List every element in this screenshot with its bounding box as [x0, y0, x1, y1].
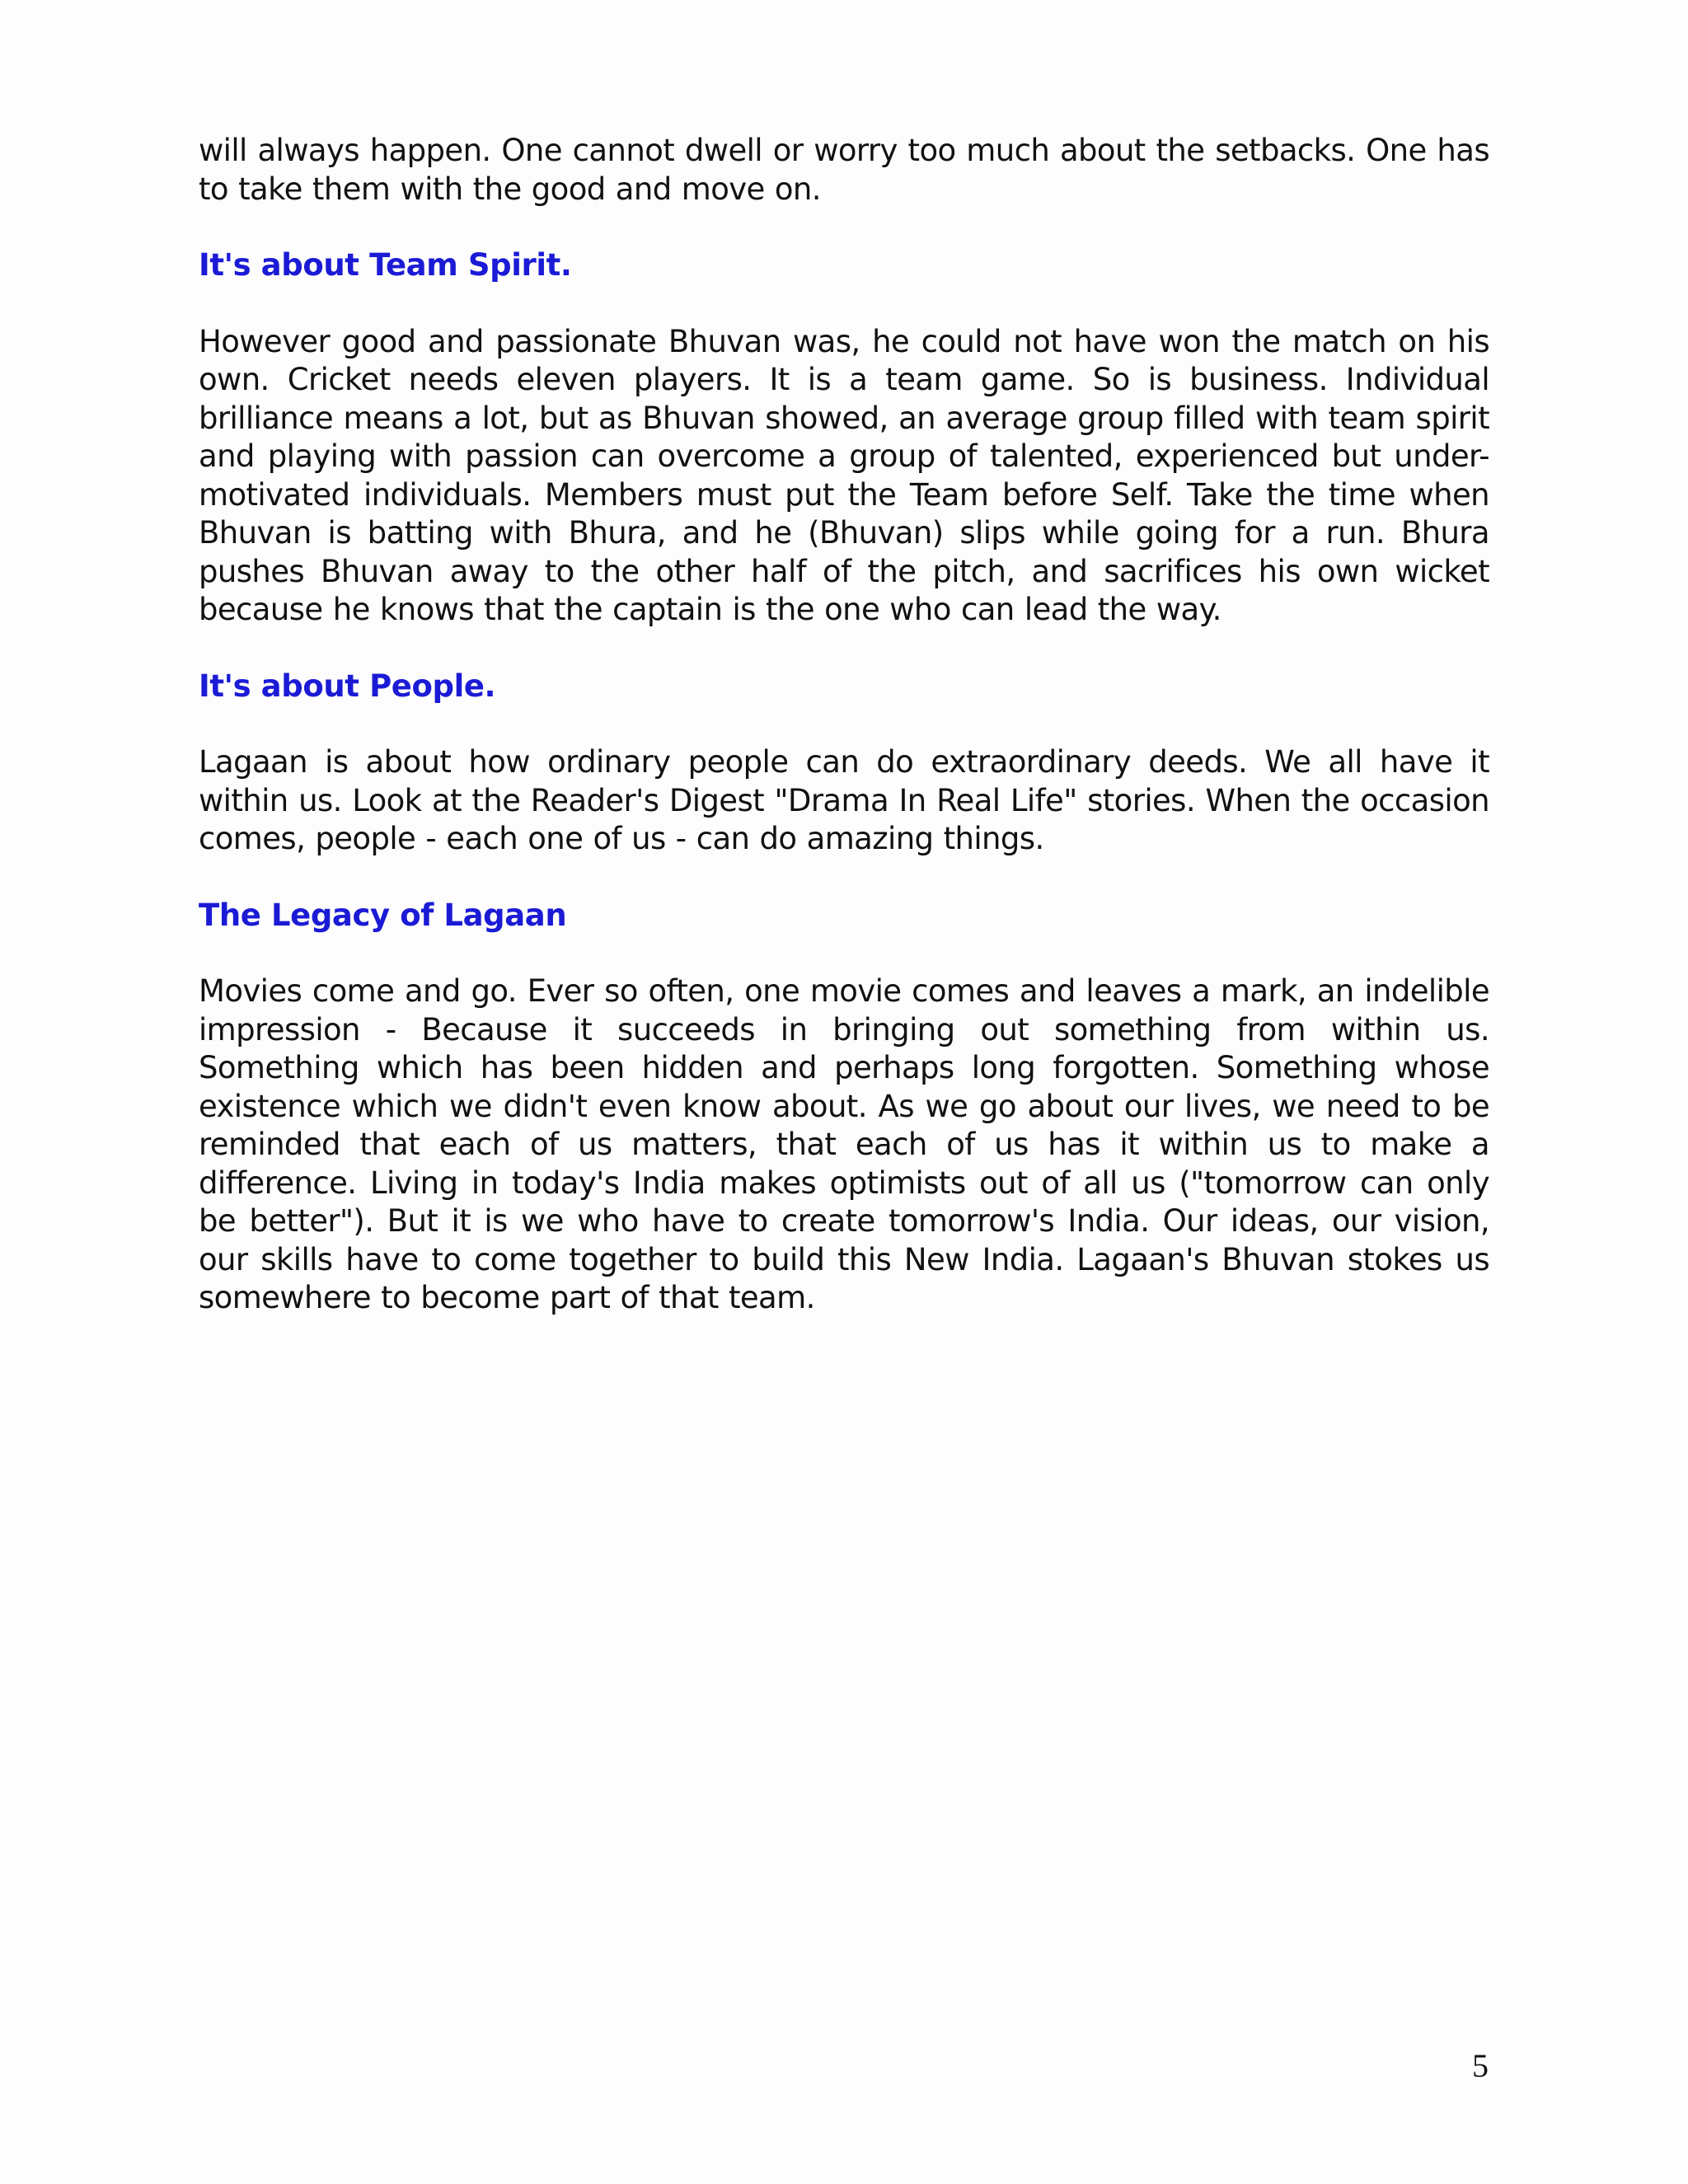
heading-legacy: The Legacy of Lagaan: [199, 897, 567, 933]
paragraph-team-spirit: However good and passionate Bhuvan was, he could not have won the match on his own. Cricket needs eleven players. It is a team game. So is business. Individual brilliance means a lot, but as Bhuvan showed, an average group filled with team spirit and playing with passion can overcome a group of talented, experienced but under-motivated individuals. Members must put the Team before Self. Take the time when Bhuvan is batting with Bhura, and he (Bhuvan) slips while going for a run. Bhura pushes Bhuvan away to the other half of the pitch, and sacrifices his own wicket because he knows that the captain is the one who can lead the way.: [199, 323, 1489, 627]
continuation-paragraph: will always happen. One cannot dwell or worry too much about the setbacks. One has to take them with the good and move on.: [199, 133, 1489, 207]
paragraph-legacy: Movies come and go. Ever so often, one movie comes and leaves a mark, an indelible impression - Because it succeeds in bringing out something from within us. Something which has been hidden and perhaps long forgotten. Something whose existence which we didn't even know about. As we go about our lives, we need to be reminded that each of us matters, that each of us has it within us to make a difference. Living in today's India makes optimists out of all us ("tomorrow can only be better"). But it is we who have to create tomorrow's India. Our ideas, our vision, our skills have to come together to build this New India. Lagaan's Bhuvan stokes us somewhere to become part of that team.: [199, 973, 1489, 1315]
page-number: 5: [1472, 2047, 1489, 2084]
document-page: [199, 132, 1489, 1356]
heading-people: It's about People.: [199, 668, 496, 704]
heading-team-spirit: It's about Team Spirit.: [199, 247, 572, 283]
paragraph-people: Lagaan is about how ordinary people can do extraordinary deeds. We all have it within us. Look at the Reader's Digest "Drama In Real Life" stories. When the occasion comes, people - each one of us - can do amazing things.: [199, 744, 1489, 856]
